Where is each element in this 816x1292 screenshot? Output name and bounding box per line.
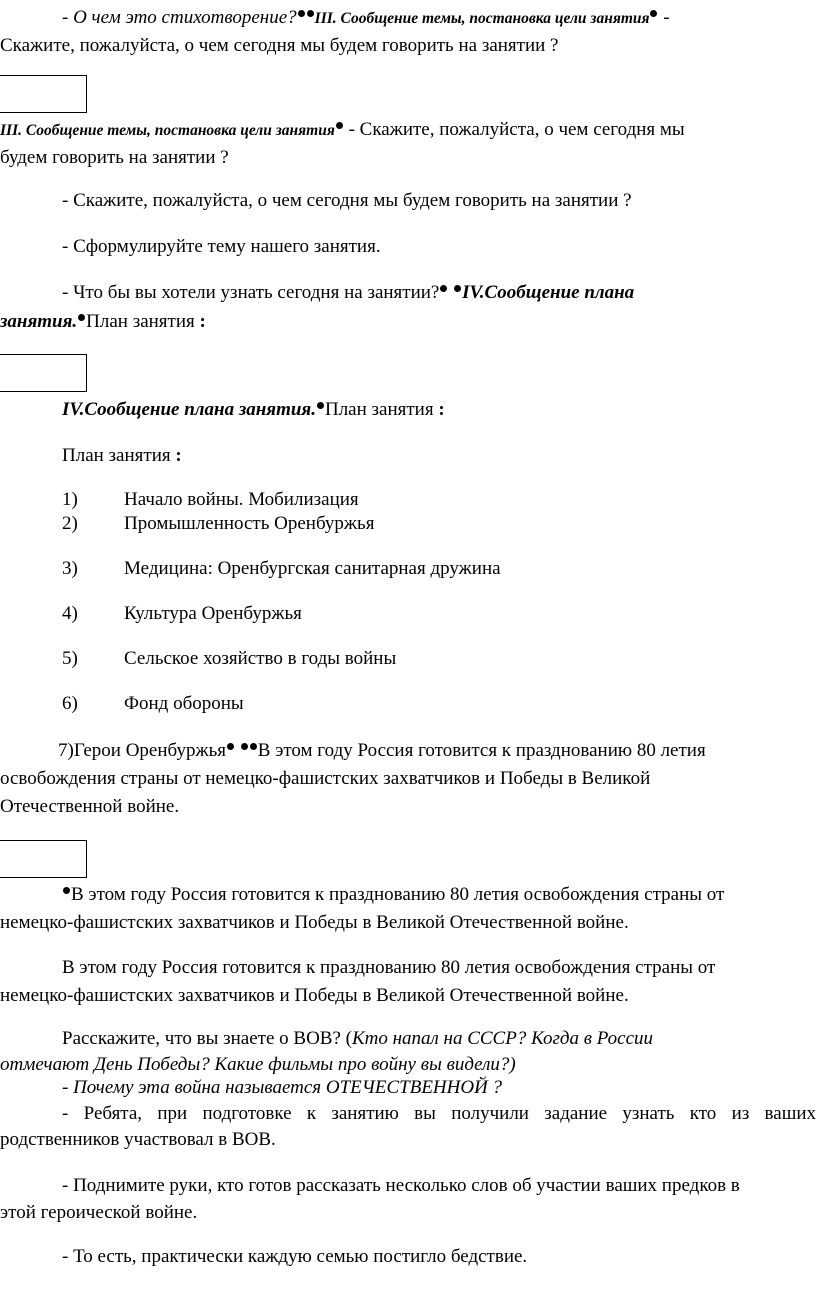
placeholder-frame (0, 840, 87, 878)
text-fragment: В этом году Россия готовится к празднованию 80 летия (257, 740, 706, 761)
text-fragment: В этом году Россия готовится к празднованию 80 летия освобождения страны от (71, 884, 725, 905)
text-line: Скажите, пожалуйста, о чем сегодня мы будем говорить на занятии ? (0, 35, 559, 56)
text-fragment: : (175, 445, 182, 466)
text-line: этой героической войне. (0, 1202, 198, 1223)
text-fragment: - Скажите, пожалуйста, о чем сегодня мы (343, 119, 685, 140)
text-line: Отечественной войне. (0, 796, 180, 817)
plan-heading (62, 444, 182, 468)
list-number: 4) (62, 603, 78, 624)
list-text: Медицина: Оренбургская санитарная дружина (124, 558, 501, 579)
list-number: 1) (62, 489, 78, 510)
text-line (62, 1027, 653, 1051)
text-line: отмечают День Победы? Какие фильмы про войну вы видели?) (0, 1054, 516, 1075)
text-line (62, 398, 445, 422)
list-text: Начало войны. Мобилизация (124, 489, 359, 510)
list-text: Промышленность Оренбуржья (124, 513, 375, 534)
bullet-icon (241, 743, 248, 750)
bullet-icon (307, 10, 314, 17)
list-number: 2) (62, 513, 78, 534)
bullet-icon (317, 402, 324, 409)
text-fragment: План занятия (324, 399, 439, 420)
bullet-icon (440, 285, 447, 292)
text-line (58, 739, 706, 763)
bullet-icon (227, 743, 234, 750)
question-text: - О чем это стихотворение? (62, 7, 297, 28)
text-fragment: План занятия (62, 445, 176, 466)
bullet-icon (250, 743, 257, 750)
list-text: Культура Оренбуржья (124, 603, 302, 624)
text-line: В этом году Россия готовится к празднованию 80 летия освобождения страны от (62, 957, 716, 978)
text-line: родственников участвовал в ВОВ. (0, 1129, 276, 1150)
bullet-icon (298, 10, 305, 17)
section-heading: занятия. (0, 311, 78, 332)
placeholder-frame (0, 75, 87, 113)
bullet-icon (454, 285, 461, 292)
text-line: немецко-фашистских захватчиков и Победы в Великой Отечественной войне. (0, 985, 629, 1006)
text-line (0, 310, 206, 334)
text-line: - Сформулируйте тему нашего занятия. (62, 236, 381, 257)
text-fragment: Расскажите, что вы знаете о ВОВ? ( (62, 1028, 352, 1049)
text-fragment: Кто напал на СССР? Когда в России (351, 1028, 654, 1049)
text-line (62, 883, 724, 907)
bullet-icon (650, 10, 657, 17)
text-fragment: : (199, 311, 206, 332)
list-number: 3) (62, 558, 78, 579)
section-heading: IV.Сообщение плана (462, 282, 635, 303)
text-line: освобождения страны от немецко-фашистских захватчиков и Победы в Великой (0, 768, 651, 789)
text-line (62, 281, 634, 305)
section-heading: III. Сообщение темы, постановка цели занятия (0, 122, 335, 139)
text-fragment: : (438, 399, 445, 420)
text-line: будем говорить на занятии ? (0, 147, 229, 168)
bullet-icon (63, 887, 70, 894)
bullet-icon (336, 122, 343, 129)
text-line: немецко-фашистских захватчиков и Победы в Великой Отечественной войне. (0, 912, 629, 933)
text-line: - Поднимите руки, кто готов рассказать несколько слов об участии ваших предков в (62, 1175, 740, 1196)
placeholder-frame (0, 354, 87, 392)
text-line: - Ребята, при подготовке к занятию вы получили задание узнать кто из ваших (62, 1103, 816, 1124)
text-fragment: 7)Герои Оренбуржья (58, 740, 227, 761)
bullet-icon (78, 314, 85, 321)
section-heading: IV.Сообщение плана занятия. (62, 399, 316, 420)
text-line: - Скажите, пожалуйста, о чем сегодня мы будем говорить на занятии ? (62, 190, 632, 211)
list-text: Сельское хозяйство в годы войны (124, 648, 397, 669)
text-line (62, 6, 670, 31)
text-fragment: План занятия (86, 311, 200, 332)
list-number: 6) (62, 693, 78, 714)
text-line: - Почему эта война называется ОТЕЧЕСТВЕННОЙ ? (62, 1077, 503, 1098)
text-fragment: - Что бы вы хотели узнать сегодня на занятии? (62, 282, 440, 303)
section-heading: III. Сообщение темы, постановка цели занятия (314, 10, 650, 27)
text-fragment: - (658, 7, 670, 28)
list-text: Фонд обороны (124, 693, 244, 714)
text-line (0, 118, 685, 143)
text-line: - То есть, практически каждую семью постигло бедствие. (62, 1246, 528, 1267)
list-number: 5) (62, 648, 78, 669)
